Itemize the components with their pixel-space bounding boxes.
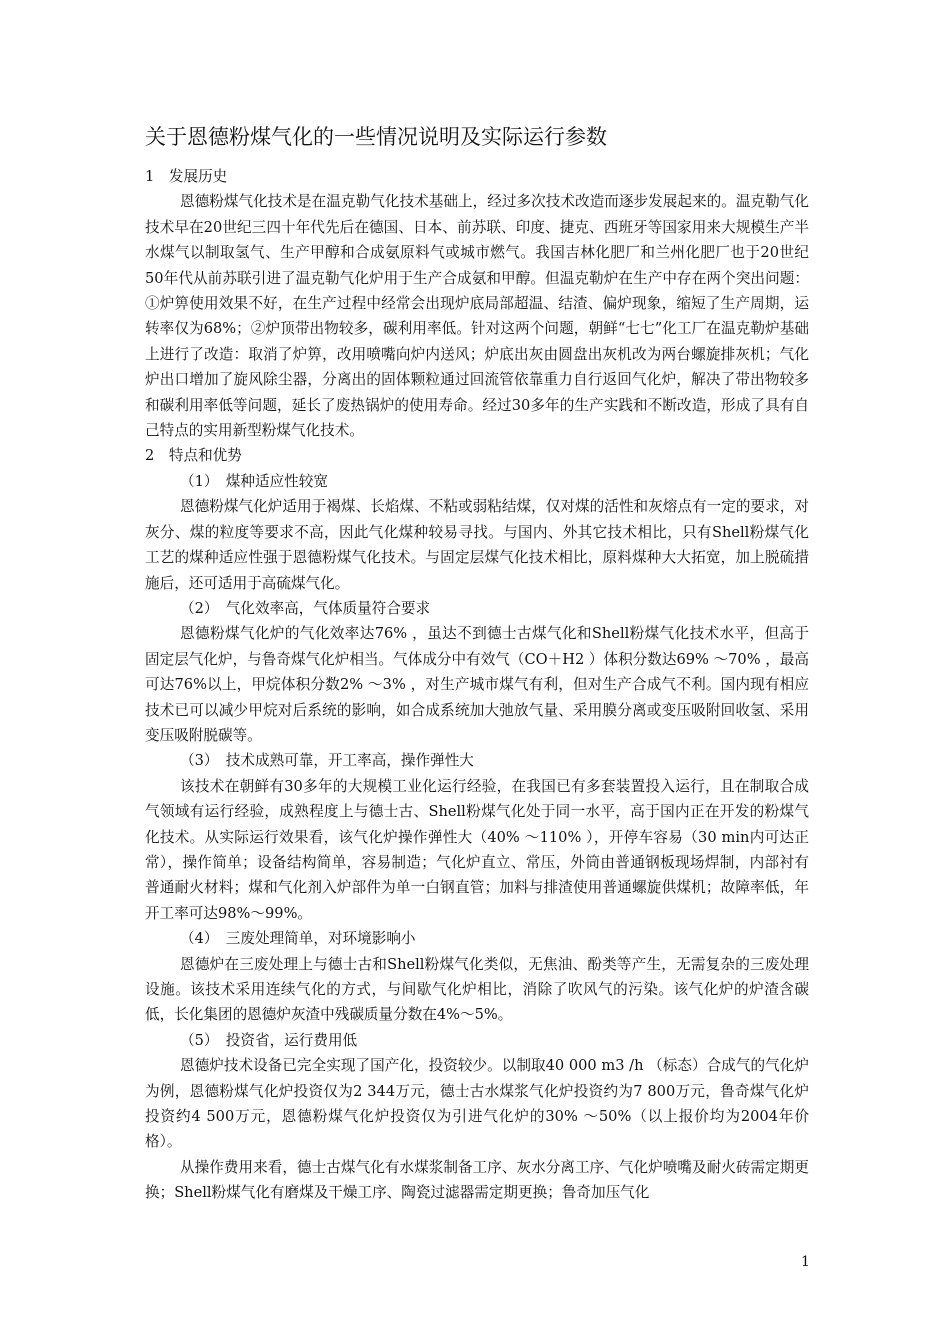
- paragraph-history: 恩德粉煤气化技术是在温克勒气化技术基础上，经过多次技术改造而逐步发展起来的。温克勒气化技术早在20世纪三四十年代先后在德国、日本、前苏联、印度、捷克、西班牙等国家用来大规模生产半水煤气以制取氢气、生产甲醇和合成氨原料气或城市燃气。我国吉林化肥厂和兰州化肥厂也于20世纪50年代从前苏联引进了温克勒气化炉用于生产合成氨和甲醇。但温克勒炉在生产中存在两个突出问题：①炉箅使用效果不好，在生产过程中经常会出现炉底局部超温、结渣、偏炉现象，缩短了生产周期，运转率仅为68%；②炉顶带出物较多，碳利用率低。针对这两个问题，朝鲜“七七”化工厂在温克勒炉基础上进行了改造：取消了炉箅，改用喷嘴向炉内送风；炉底出灰由圆盘出灰机改为两台螺旋排灰机；气化炉出口增加了旋风除尘器，分离出的固体颗粒通过回流管依靠重力自行返回气化炉，解决了带出物较多和碳利用率低等问题，延长了废热锅炉的使用寿命。经过30多年的生产实践和不断改造，形成了具有自己特点的实用新型粉煤气化技术。: [145, 193, 809, 440]
- document-body: [145, 164, 809, 1206]
- paragraph-investment: 恩德炉技术设备已完全实现了国产化，投资较少。以制取40 000 m3 /h （标态）合成气的气化炉为例，恩德粉煤气化炉投资仅为2 344万元，德士古水煤浆气化炉投资约为7 800万元，鲁奇煤气化炉投资约4 500万元，恩德粉煤气化炉投资仅为引进气化炉的30% ～50%（以上报价均为2004年价格）。: [145, 1057, 809, 1151]
- paragraph-reliability: 该技术在朝鲜有30多年的大规模工业化运行经验，在我国已有多套装置投入运行，且在制取合成气领域有运行经验，成熟程度上与德士古、Shell粉煤气化处于同一水平，高于国内正在开发的粉煤气化技术。从实际运行效果看，该气化炉操作弹性大（40% ～110% ），开停车容易（30 min内可达正常），操作简单；设备结构简单，容易制造；气化炉直立、常压，外筒由普通钢板现场焊制，内部衬有普通耐火材料；煤和气化剂入炉部件为单一白钢直管；加料与排渣使用普通螺旋供煤机；故障率低，年开工率可达98%～99%。: [145, 777, 809, 922]
- document-title: 关于恩德粉煤气化的一些情况说明及实际运行参数: [145, 125, 607, 149]
- subsection-heading-coal-adaptability: （1） 煤种适应性较宽: [180, 472, 328, 490]
- section-heading-history: 1 发展历史: [145, 168, 228, 185]
- paragraph-waste-treatment: 恩德炉在三废处理上与德士古和Shell粉煤气化类似，无焦油、酚类等产生，无需复杂的三废处理设施。该技术采用连续气化的方式，与间歇气化炉相比，消除了吹风气的污染。该气化炉的炉渣含碳低，长化集团的恩德炉灰渣中残碳质量分数在4%～5%。: [145, 955, 809, 1024]
- paragraph-coal-adaptability: 恩德粉煤气化炉适用于褐煤、长焰煤、不粘或弱粘结煤，仅对煤的活性和灰熔点有一定的要求，对灰分、煤的粒度等要求不高，因此气化煤种较易寻找。与国内、外其它技术相比，只有Shell粉煤气化工艺的煤种适应性强于恩德粉煤气化技术。与固定层煤气化技术相比，原料煤种大大拓宽，加上脱硫措施后，还可适用于高硫煤气化。: [145, 498, 809, 592]
- section-heading-features: 2 特点和优势: [145, 447, 242, 465]
- subsection-heading-waste-treatment: （4） 三废处理简单，对环境影响小: [180, 930, 416, 948]
- subsection-heading-investment: （5） 投资省，运行费用低: [180, 1031, 358, 1049]
- subsection-heading-efficiency: （2） 气化效率高，气体质量符合要求: [180, 599, 431, 617]
- paragraph-operating-cost: 从操作费用来看，德士古煤气化有水煤浆制备工序、灰水分离工序、气化炉喷嘴及耐火砖需定期更换；Shell粉煤气化有磨煤及干燥工序、陶瓷过滤器需定期更换；鲁奇加压气化: [145, 1158, 809, 1202]
- subsection-heading-reliability: （3） 技术成熟可靠，开工率高，操作弹性大: [180, 752, 474, 770]
- paragraph-efficiency: 恩德粉煤气化炉的气化效率达76% ，虽达不到德士古煤气化和Shell粉煤气化技术水平，但高于固定层气化炉，与鲁奇煤气化炉相当。气体成分中有效气（CO＋H2 ）体积分数达69% ～70% ，最高可达76%以上，甲烷体积分数2% ～3% ，对生产城市煤气有利，但对生产合成气不利。国内现有相应技术已可以减少甲烷对后系统的影响，如合成系统加大弛放气量、采用膜分离或变压吸附回收氢、采用变压吸附脱碳等。: [145, 625, 809, 744]
- page-number: 1: [801, 1254, 810, 1270]
